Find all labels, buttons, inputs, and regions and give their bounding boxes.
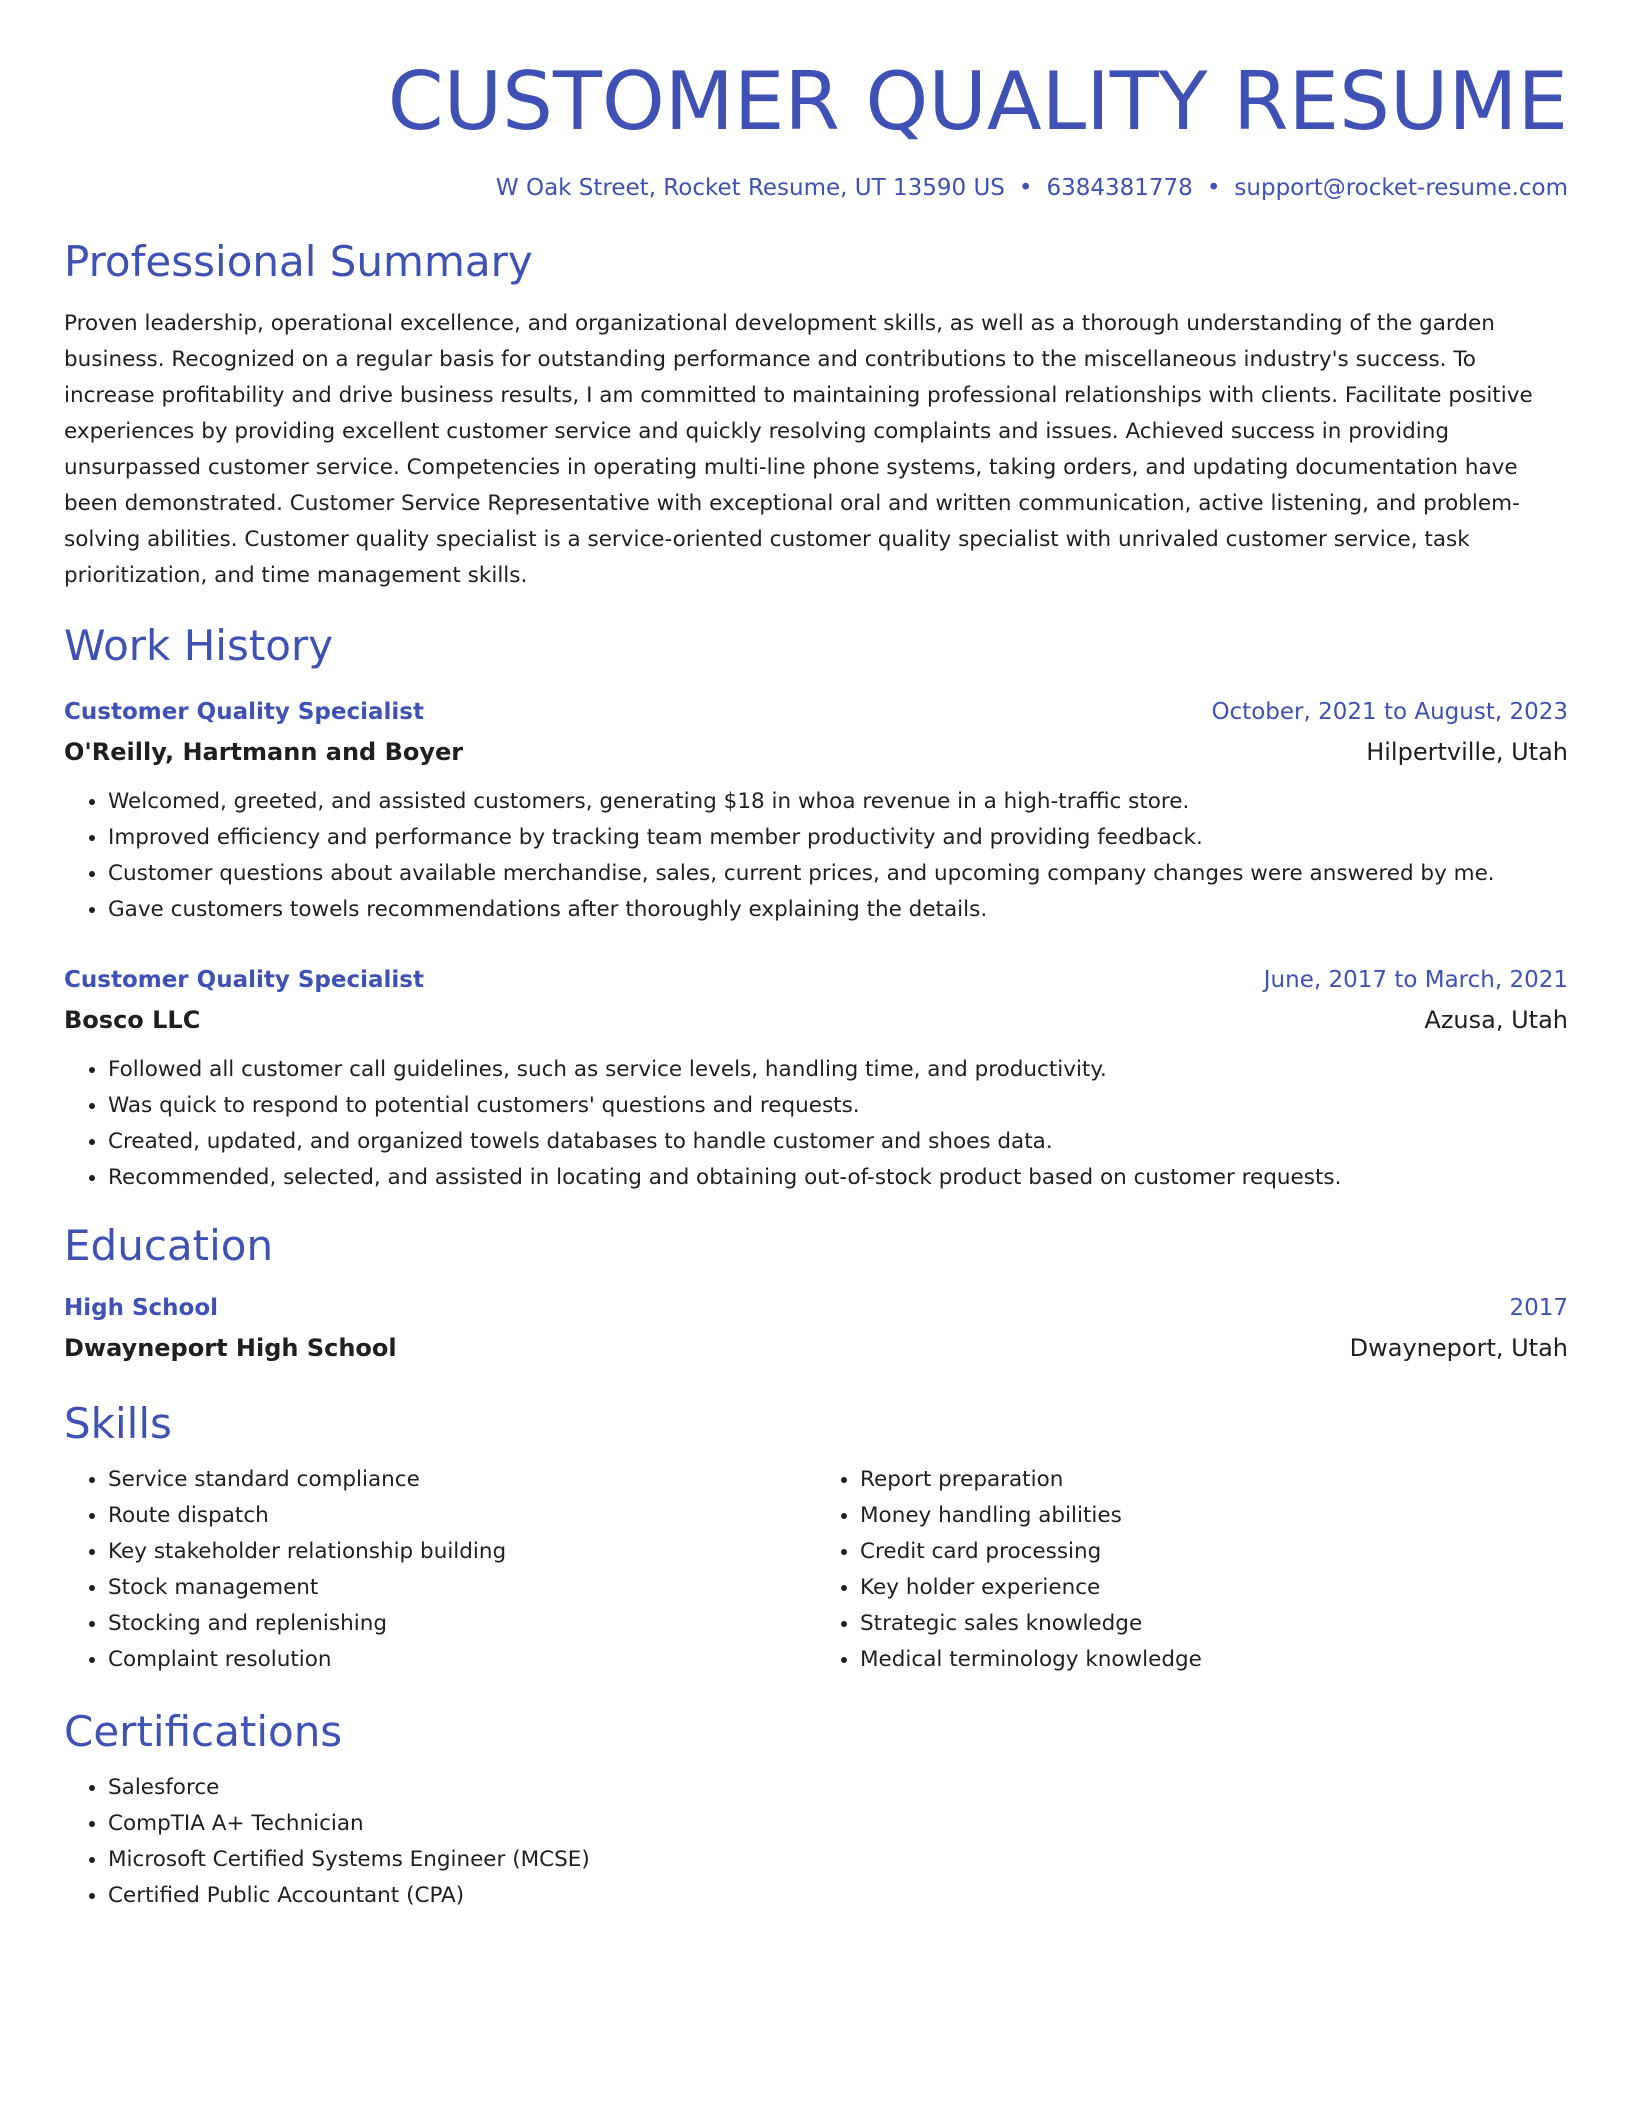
job-bullets	[64, 1052, 1568, 1196]
job-role: Customer Quality Specialist	[64, 967, 424, 993]
contact-email: support@rocket-resume.com	[1234, 175, 1568, 201]
job-company-row	[64, 1000, 1568, 1040]
job-location: Hilpertville, Utah	[1366, 738, 1568, 766]
job-company: O'Reilly, Hartmann and Boyer	[64, 738, 464, 766]
education-heading: Education	[64, 1221, 274, 1270]
skill-item: • Service standard compliance	[108, 1462, 816, 1498]
skill-item: • Complaint resolution	[108, 1642, 816, 1678]
education-degree: High School	[64, 1295, 219, 1321]
skill-item: • Credit card processing	[860, 1534, 1568, 1570]
job-entry	[64, 960, 1568, 1196]
resume-name: CUSTOMER QUALITY RESUME	[387, 55, 1568, 148]
skill-item: • Stock management	[108, 1570, 816, 1606]
certification-item: • Certified Public Accountant (CPA)	[108, 1878, 1568, 1914]
job-bullet: • Welcomed, greeted, and assisted customers, generating $18 in whoa revenue in a high-traffic store.	[108, 784, 1568, 820]
job-header-row	[64, 692, 1568, 732]
certifications-heading: Certifications	[64, 1707, 343, 1756]
skills-list-right	[816, 1462, 1568, 1678]
skill-item: • Medical terminology knowledge	[860, 1642, 1568, 1678]
skills-columns	[64, 1462, 1568, 1678]
skill-item: • Key holder experience	[860, 1570, 1568, 1606]
certification-item: • Salesforce	[108, 1770, 1568, 1806]
job-bullet: • Was quick to respond to potential customers' questions and requests.	[108, 1088, 1568, 1124]
job-company: Bosco LLC	[64, 1006, 201, 1034]
job-role: Customer Quality Specialist	[64, 699, 424, 725]
certifications-list	[64, 1770, 1568, 1914]
education-school: Dwayneport High School	[64, 1334, 397, 1362]
job-company-row	[64, 732, 1568, 772]
job-dates: June, 2017 to March, 2021	[1263, 967, 1568, 993]
education-year: 2017	[1509, 1295, 1568, 1321]
certification-item: • CompTIA A+ Technician	[108, 1806, 1568, 1842]
contact-separator: •	[1206, 175, 1221, 201]
job-location: Azusa, Utah	[1424, 1006, 1568, 1034]
education-school-row	[64, 1328, 1568, 1368]
job-bullet: • Gave customers towels recommendations after thoroughly explaining the details.	[108, 892, 1568, 928]
summary-text: Proven leadership, operational excellence, and organizational development skills, as well as a thorough understanding of the garden business. Recognized on a regular basis for outstanding performance and contributions to the miscellaneous industry's success. To increase profitability and drive business results, I am committed to maintaining professional relationships with clients. Facilitate positive experiences by providing excellent customer service and quickly resolving complaints and issues. Achieved success in providing unsurpassed customer service. Competencies in operating multi-line phone systems, taking orders, and updating documentation have been demonstrated. Customer Service Representative with exceptional oral and written communication, active listening, and problem-solving abilities. Customer quality specialist is a service-oriented customer quality specialist with unrivaled customer service, task prioritization, and time management skills.	[64, 311, 1533, 588]
education-entry	[64, 1288, 1568, 1368]
job-bullet: • Followed all customer call guidelines, such as service levels, handling time, and productivity.	[108, 1052, 1568, 1088]
skills-heading: Skills	[64, 1399, 172, 1448]
job-dates: October, 2021 to August, 2023	[1211, 699, 1568, 725]
job-bullet: • Created, updated, and organized towels databases to handle customer and shoes data.	[108, 1124, 1568, 1160]
certification-item: • Microsoft Certified Systems Engineer (MCSE)	[108, 1842, 1568, 1878]
job-bullet: • Recommended, selected, and assisted in locating and obtaining out-of-stock product based on customer requests.	[108, 1160, 1568, 1196]
job-bullets	[64, 784, 1568, 928]
job-entry	[64, 692, 1568, 928]
work-history-heading: Work History	[64, 621, 334, 670]
skill-item: • Route dispatch	[108, 1498, 816, 1534]
education-location: Dwayneport, Utah	[1349, 1334, 1568, 1362]
skills-list-left	[64, 1462, 816, 1678]
skill-item: • Report preparation	[860, 1462, 1568, 1498]
contact-phone: 6384381778	[1046, 175, 1193, 201]
contact-address: W Oak Street, Rocket Resume, UT 13590 US	[495, 175, 1005, 201]
education-header-row	[64, 1288, 1568, 1328]
skill-item: • Strategic sales knowledge	[860, 1606, 1568, 1642]
skill-item: • Key stakeholder relationship building	[108, 1534, 816, 1570]
job-bullet: • Improved efficiency and performance by tracking team member productivity and providing feedback.	[108, 820, 1568, 856]
contact-line	[64, 172, 1568, 204]
resume-header	[64, 52, 1568, 204]
job-header-row	[64, 960, 1568, 1000]
skill-item: • Stocking and replenishing	[108, 1606, 816, 1642]
contact-separator: •	[1018, 175, 1033, 201]
skill-item: • Money handling abilities	[860, 1498, 1568, 1534]
job-bullet: • Customer questions about available merchandise, sales, current prices, and upcoming company changes were answered by me.	[108, 856, 1568, 892]
summary-heading: Professional Summary	[64, 237, 533, 286]
